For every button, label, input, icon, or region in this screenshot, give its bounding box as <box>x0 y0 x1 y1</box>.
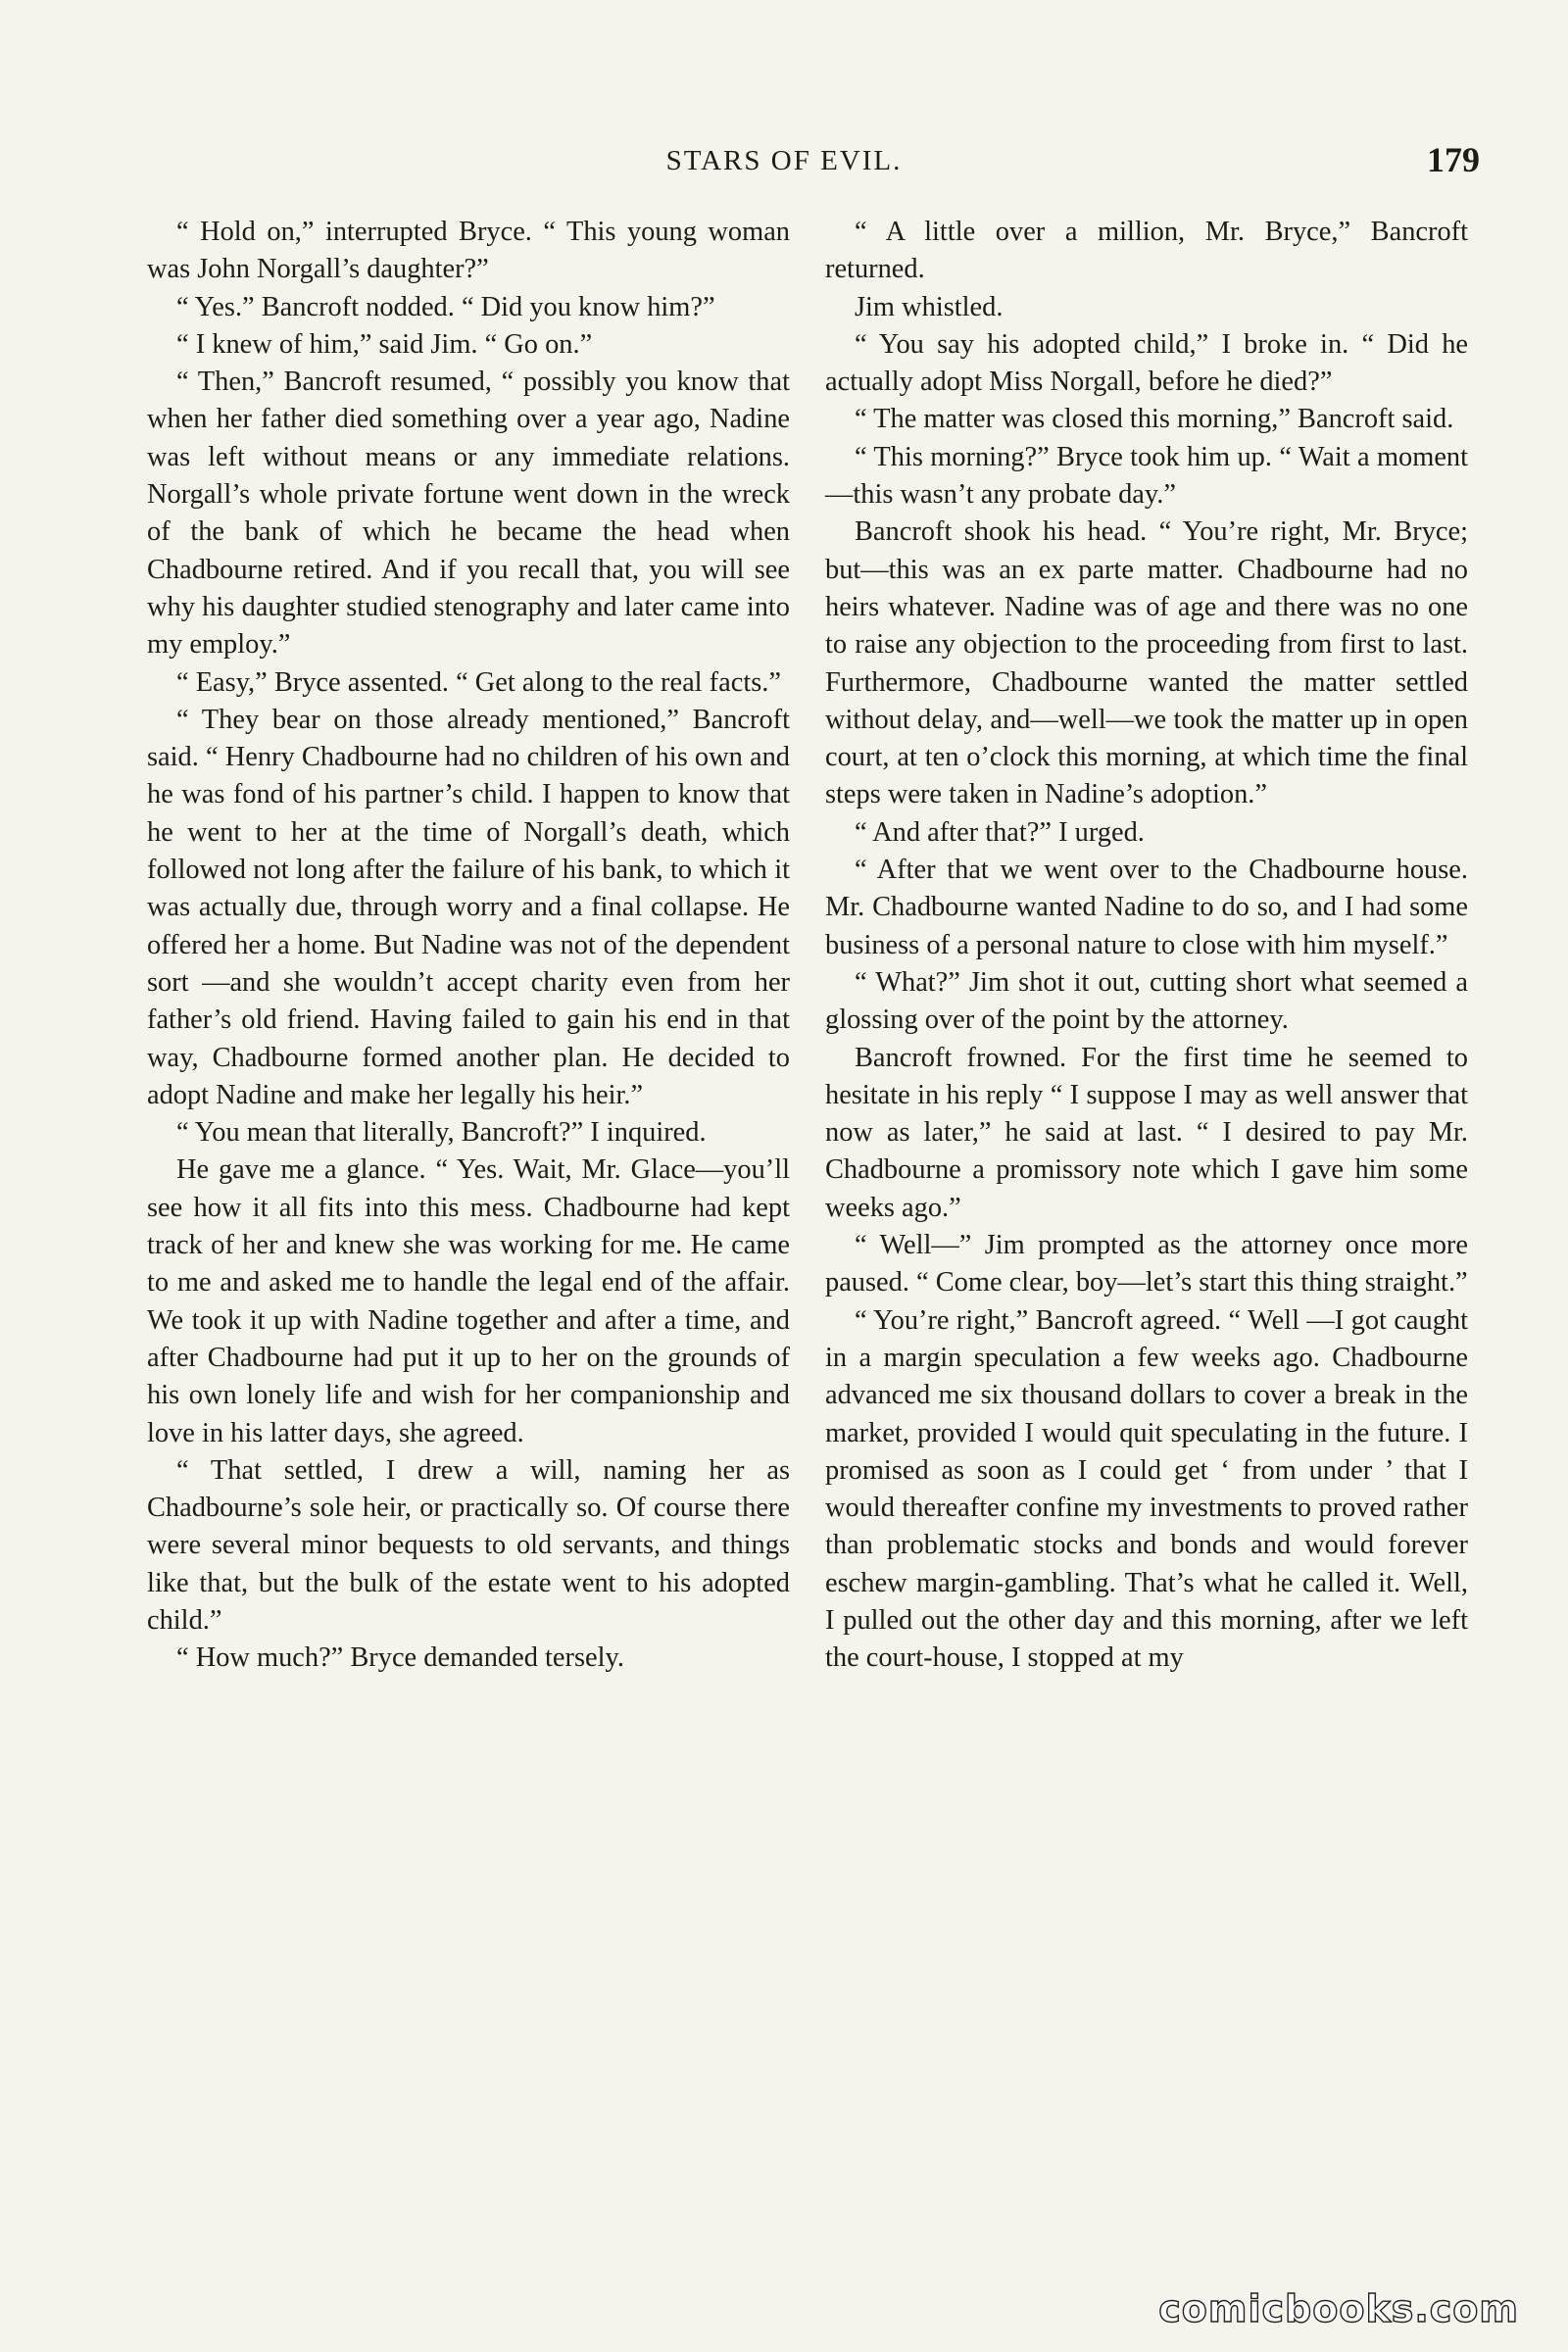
paragraph: “ You mean that literally, Bancroft?” I inquired. <box>176 1117 707 1149</box>
paragraph: “ I knew of him,” said Jim. “ Go on.” <box>176 328 593 360</box>
paragraph: “ That settled, I drew a will, naming her as Chadbourne’s sole heir, or practically so. Of course there were several minor bequests to old servants, and things like that, but the bulk of the estate went to his adopted child.” <box>147 1454 790 1636</box>
paragraph: “ Then,” Bancroft resumed, “ possibly you know that when her father died something over a year ago, Nadine was left without means or any immediate relations. Norgall’s whole private fortune went down in the wreck of the bank of which he became the head when Chadbourne retired. And if you recall that, you will see why his daughter studied stenography and later came into my employ.” <box>147 367 790 661</box>
paragraph: Bancroft shook his head. “ You’re right, Mr. Bryce; but—this was an ex parte matter. Chadbourne had no heirs whatever. Nadine was of age and there was no one to raise any objection to the proceeding from first to last. Furthermore, Chadbourne wanted the matter settled without delay, and—well—we took the matter up in open court, at ten o’clock this morning, at which time the final steps were taken in Nadine’s adoption.” <box>825 516 1468 810</box>
paragraph: He gave me a glance. “ Yes. Wait, Mr. Glace—you’ll see how it all fits into this mess. Chadbourne had kept track of her and knew she was working for me. He came to me and asked me to handle the legal end of the affair. We took it up with Nadine together and after a time, and after Chadbourne had put it up to her on the grounds of his own lonely life and wish for her companionship and love in his latter days, she agreed. <box>147 1154 790 1448</box>
paragraph: “ This morning?” Bryce took him up. “ Wait a moment—this wasn’t any probate day.” <box>825 441 1468 511</box>
paragraph: “ After that we went over to the Chadbourne house. Mr. Chadbourne wanted Nadine to do so, and I had some business of a personal nature to close with him myself.” <box>825 855 1468 960</box>
paragraph: “ Well—” Jim prompted as the attorney once more paused. “ Come clear, boy—let’s start this thing straight.” <box>825 1230 1468 1298</box>
paragraph: Jim whistled. <box>855 291 1004 322</box>
paragraph: “ They bear on those already mentioned,” Bancroft said. “ Henry Chadbourne had no children of his own and he was fond of his partner’s child. I happen to know that he went to her at the time of Norgall’s death, which followed not long after the failure of his bank, to which it was actually due, through worry and a final collapse. He offered her a home. But Nadine was not of the dependent sort —and she wouldn’t accept charity even from her father’s old friend. Having failed to gain his end in that way, Chadbourne formed another plan. He decided to adopt Nadine and make her legally his heir.” <box>147 704 790 1110</box>
right-column <box>825 214 1468 1678</box>
paragraph: “ And after that?” I urged. <box>855 816 1145 848</box>
paragraph: “ Hold on,” interrupted Bryce. “ This young woman was John Norgall’s daughter?” <box>147 217 790 285</box>
watermark-logo: comicbooks.com <box>1158 2287 1519 2330</box>
left-column <box>147 214 790 1678</box>
paragraph: “ How much?” Bryce demanded tersely. <box>176 1642 624 1674</box>
paragraph: “ Yes.” Bancroft nodded. “ Did you know him?” <box>176 291 715 322</box>
paragraph: “ You’re right,” Bancroft agreed. “ Well —I got caught in a margin speculation a few weeks ago. Chadbourne advanced me six thousand dollars to cover a break in the market, provided I would quit speculating in the future. I promised as soon as I could get ‘ from under ’ that I would thereafter confine my investments to proved rather than problematic stocks and bonds and would forever eschew margin-gambling. That’s what he called it. Well, I pulled out the other day and this morning, after we left the court-house, I stopped at my <box>825 1304 1468 1674</box>
paragraph: “ What?” Jim shot it out, cutting short what seemed a glossing over of the point by the attorney. <box>825 966 1468 1036</box>
page-number: 179 <box>1427 140 1480 179</box>
running-title: STARS OF EVIL. <box>665 145 903 176</box>
paragraph: “ A little over a million, Mr. Bryce,” Bancroft returned. <box>825 217 1468 285</box>
paragraph: “ Easy,” Bryce assented. “ Get along to the real facts.” <box>176 666 781 698</box>
paragraph: Bancroft frowned. For the first time he seemed to hesitate in his reply “ I suppose I may as well answer that now as later,” he said at last. “ I desired to pay Mr. Chadbourne a promissory note which I gave him some weeks ago.” <box>825 1042 1468 1223</box>
paragraph: “ You say his adopted child,” I broke in. “ Did he actually adopt Miss Norgall, before he died?” <box>825 328 1468 398</box>
paragraph: “ The matter was closed this morning,” Bancroft said. <box>855 404 1454 435</box>
